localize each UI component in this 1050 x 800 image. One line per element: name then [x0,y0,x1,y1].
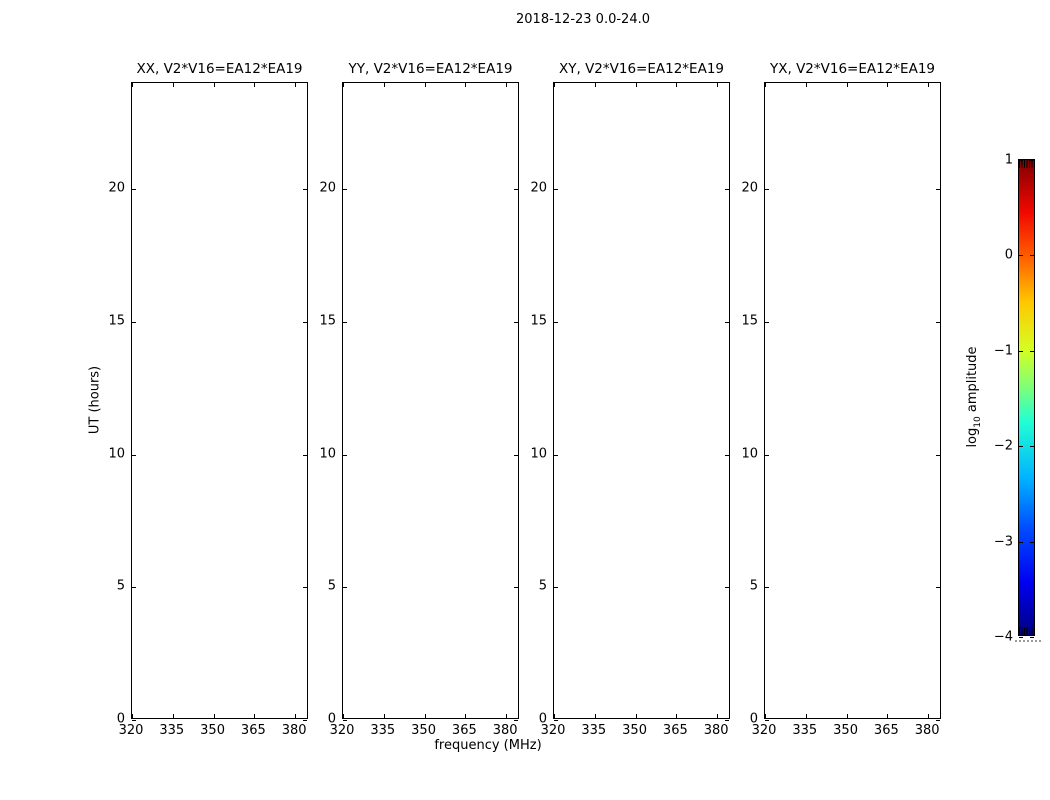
x-tick-label: 365 [451,723,477,738]
y-tick-mark [343,455,347,456]
x-tick-mark [717,714,718,718]
y-tick-label: 0 [327,711,336,727]
x-tick-label: 335 [581,723,607,738]
y-tick-mark [765,455,769,456]
panel-title-xy: XY, V2*V16=EA12*EA19 [558,61,725,77]
x-tick-mark [847,714,848,718]
colorbar-top-hatch [1019,160,1034,168]
x-tick-mark [887,83,888,87]
x-tick-label: 335 [792,723,818,738]
x-tick-mark [847,83,848,87]
y-tick-mark [936,587,940,588]
x-tick-label: 350 [833,723,858,738]
y-tick-label: 15 [530,313,547,329]
y-tick-mark [514,720,518,721]
y-tick-mark [765,322,769,323]
y-tick-mark [554,455,558,456]
y-tick-mark [765,189,769,190]
x-tick-mark [806,83,807,87]
x-tick-mark [214,83,215,87]
x-tick-mark [636,714,637,718]
y-tick-mark [936,189,940,190]
colorbar-tick-mark [1019,542,1023,543]
y-tick-mark [725,189,729,190]
y-tick-label: 20 [108,180,125,196]
y-tick-label: 10 [741,446,758,462]
y-tick-mark [303,322,307,323]
x-tick-mark [343,714,344,718]
colorbar-tick-mark [1030,255,1034,256]
colorbar-tick-mark [1019,351,1023,352]
y-tick-mark [936,322,940,323]
panel-title-yx: YX, V2*V16=EA12*EA19 [769,61,936,77]
y-axis-label: UT (hours) [87,365,103,435]
y-tick-label: 20 [530,180,547,196]
x-tick-label: 350 [411,723,436,738]
x-tick-mark [384,714,385,718]
y-tick-label: 5 [327,578,336,594]
y-tick-mark [554,322,558,323]
colorbar-tick-mark [1019,160,1023,161]
x-tick-mark [295,83,296,87]
y-tick-mark [303,455,307,456]
y-tick-mark [132,189,136,190]
x-tick-mark [465,83,466,87]
x-tick-label: 320 [540,723,566,738]
x-tick-mark [765,83,766,87]
colorbar-tick-label: 0 [1004,247,1013,263]
y-tick-label: 15 [108,313,125,329]
colorbar-tick-mark [1030,542,1034,543]
x-tick-mark [554,714,555,718]
colorbar-label-suffix: amplitude [965,346,981,417]
colorbar-tick-label: −3 [993,534,1013,550]
y-tick-mark [132,455,136,456]
axes-box-xy [553,82,730,719]
colorbar-tick-label: −2 [993,438,1013,454]
panel-xx [108,61,308,738]
x-tick-label: 365 [240,723,266,738]
x-tick-mark [295,714,296,718]
y-tick-label: 10 [319,446,336,462]
colorbar-label-subscript: 10 [972,416,983,428]
x-tick-label: 335 [370,723,396,738]
y-tick-mark [765,587,769,588]
panel-yy [319,61,519,738]
x-tick-mark [254,714,255,718]
figure-title: 2018-12-23 0.0-24.0 [516,12,650,27]
y-tick-label: 15 [741,313,758,329]
x-tick-mark [425,714,426,718]
x-tick-mark [717,83,718,87]
x-tick-mark [343,83,344,87]
x-tick-label: 365 [662,723,688,738]
x-tick-mark [554,83,555,87]
x-tick-label: 380 [281,723,307,738]
panel-title-xx: XX, V2*V16=EA12*EA19 [136,61,303,77]
x-tick-mark [595,83,596,87]
x-tick-mark [214,714,215,718]
y-tick-label: 20 [319,180,336,196]
colorbar-tick-mark [1030,160,1034,161]
y-tick-mark [936,720,940,721]
y-tick-mark [343,720,347,721]
y-tick-label: 10 [108,446,125,462]
x-tick-mark [173,83,174,87]
y-tick-mark [303,587,307,588]
colorbar-tick-mark [1030,351,1034,352]
y-tick-mark [343,322,347,323]
y-tick-label: 15 [319,313,336,329]
x-tick-label: 335 [159,723,185,738]
y-tick-mark [514,587,518,588]
colorbar-tick-label: −4 [993,629,1013,645]
x-tick-mark [506,714,507,718]
colorbar-bottom-hatch [1019,627,1034,635]
x-tick-label: 350 [200,723,225,738]
y-tick-label: 20 [741,180,758,196]
x-tick-label: 350 [622,723,647,738]
colorbar-label [965,346,983,447]
axes-box-yx [764,82,941,719]
x-tick-mark [132,714,133,718]
panel-yx [741,61,941,738]
x-tick-mark [676,83,677,87]
y-tick-mark [514,189,518,190]
x-tick-label: 320 [751,723,777,738]
colorbar-under-dots [1015,640,1041,642]
y-tick-mark [554,587,558,588]
colorbar-tick-mark [1019,255,1023,256]
x-tick-mark [465,714,466,718]
y-tick-mark [554,189,558,190]
x-tick-mark [806,714,807,718]
y-tick-mark [725,587,729,588]
y-tick-label: 5 [749,578,758,594]
x-tick-label: 380 [703,723,729,738]
y-tick-mark [765,720,769,721]
x-tick-mark [765,714,766,718]
x-tick-label: 320 [329,723,355,738]
x-tick-mark [132,83,133,87]
y-tick-mark [514,322,518,323]
colorbar-tick-mark [1030,637,1034,638]
colorbar-tick-label: 1 [1004,152,1013,168]
colorbar-gradient [993,152,1035,645]
x-tick-mark [254,83,255,87]
y-tick-mark [725,455,729,456]
y-tick-label: 5 [116,578,125,594]
colorbar-label-prefix: log [965,427,981,448]
y-tick-mark [514,455,518,456]
x-tick-mark [384,83,385,87]
y-tick-mark [132,720,136,721]
y-tick-mark [303,720,307,721]
x-tick-mark [928,714,929,718]
y-tick-label: 0 [538,711,547,727]
y-tick-mark [725,720,729,721]
y-tick-mark [132,587,136,588]
y-tick-mark [936,455,940,456]
y-tick-mark [554,720,558,721]
x-tick-mark [173,714,174,718]
y-tick-mark [725,322,729,323]
x-tick-label: 365 [873,723,899,738]
colorbar [993,152,1035,645]
x-tick-label: 380 [914,723,940,738]
y-tick-label: 5 [538,578,547,594]
y-tick-label: 0 [749,711,758,727]
x-tick-mark [506,83,507,87]
panel-xy [530,61,730,738]
x-tick-mark [595,714,596,718]
x-tick-mark [425,83,426,87]
y-tick-mark [132,322,136,323]
axes-box-yy [342,82,519,719]
x-tick-label: 380 [492,723,518,738]
y-tick-label: 10 [530,446,547,462]
x-tick-mark [636,83,637,87]
x-axis-label: frequency (MHz) [434,738,542,753]
x-tick-mark [676,714,677,718]
colorbar-tick-mark [1019,637,1023,638]
x-tick-mark [887,714,888,718]
x-tick-label: 320 [118,723,144,738]
colorbar-tick-mark [1030,446,1034,447]
y-tick-label: 0 [116,711,125,727]
axes-box-xx [131,82,308,719]
panel-title-yy: YY, V2*V16=EA12*EA19 [348,61,513,77]
colorbar-tick-label: −1 [993,343,1013,359]
x-tick-mark [928,83,929,87]
y-tick-mark [343,189,347,190]
y-tick-mark [343,587,347,588]
y-tick-mark [303,189,307,190]
colorbar-tick-mark [1019,446,1023,447]
